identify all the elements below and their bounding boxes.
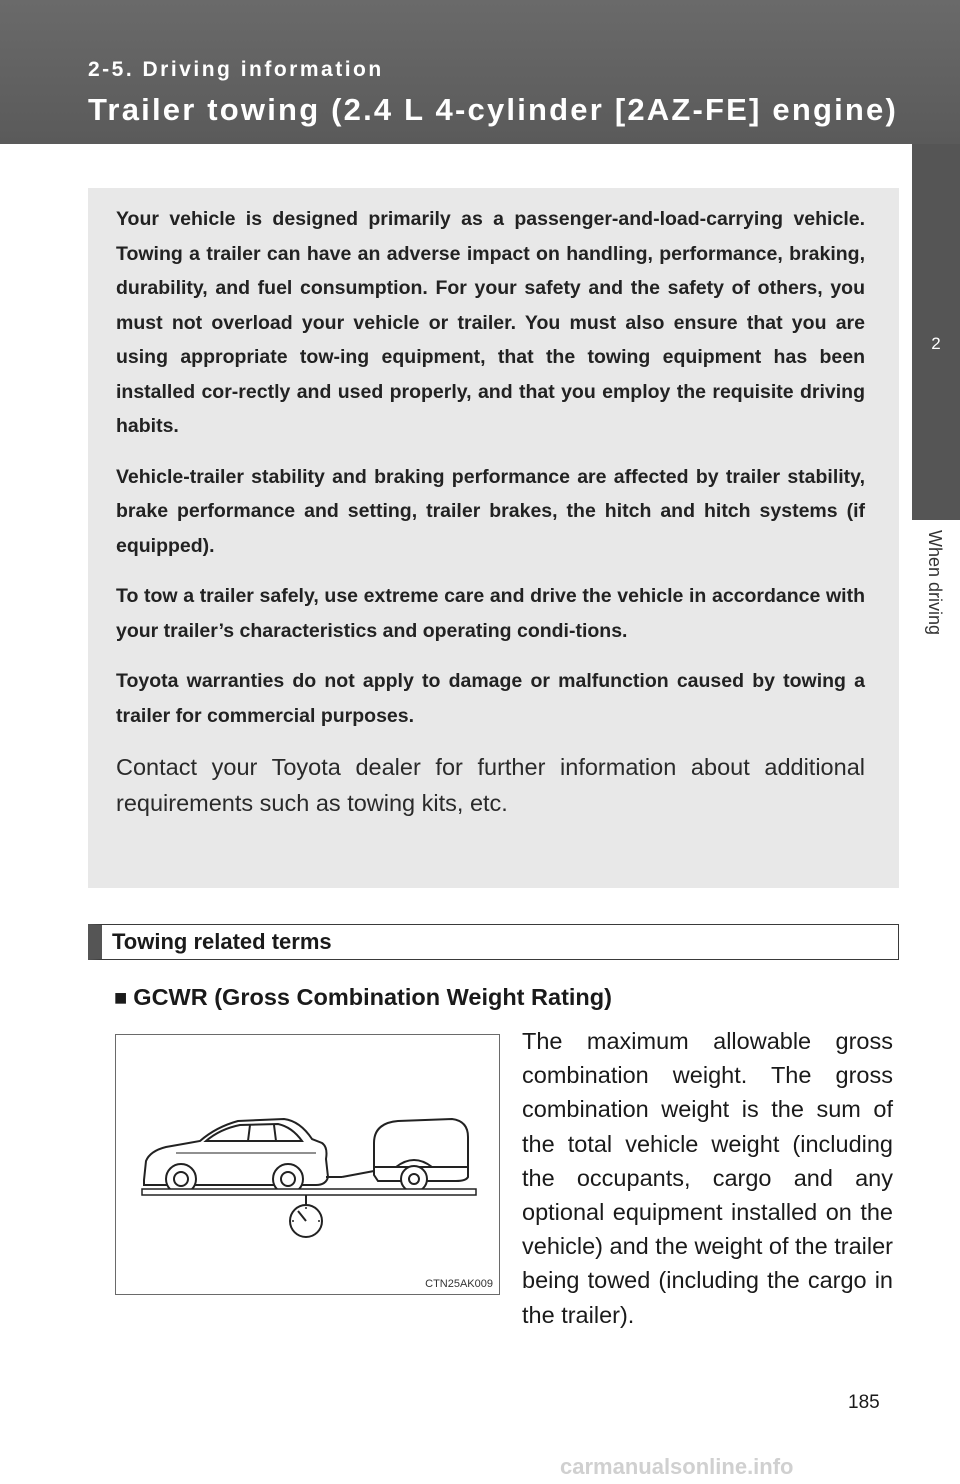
intro-paragraph: To tow a trailer safely, use extreme care and drive the vehicle in accordance with your trailer’s characteristics and operating condi-tions. xyxy=(116,585,865,642)
trailer-icon xyxy=(342,1119,468,1192)
scale-platform xyxy=(142,1189,476,1205)
section-heading xyxy=(88,924,899,960)
intro-paragraph: Your vehicle is designed primarily as a passenger-and-load-carrying vehicle. Towing a trailer can have an adverse impact on handling, performance, braking, durability, and fuel consumption. For your safety and the safety of others, you must not overload your vehicle or trailer. You must also ensure that you are using appropriate tow-ing equipment, that the towing equipment has been installed cor-rectly and used properly, and that you employ the requisite driving habits. xyxy=(116,208,865,437)
page-title: Trailer towing (2.4 L 4-cylinder [2AZ-FE] engine) xyxy=(88,92,899,127)
chapter-tab xyxy=(912,144,960,520)
section-label: 2-5. Driving information xyxy=(88,58,384,81)
section-heading-text: Towing related terms xyxy=(112,929,332,954)
intro-paragraph: Toyota warranties do not apply to damage or malfunction caused by towing a trailer for commercial purposes. xyxy=(116,670,865,727)
bullet-square-icon: ■ xyxy=(114,985,128,1010)
car-icon xyxy=(144,1119,342,1194)
term-title: GCWR (Gross Combination Weight Rating) xyxy=(133,984,612,1010)
figure-code: CTN25AK009 xyxy=(425,1278,493,1290)
intro-box xyxy=(88,188,899,888)
car-and-trailer-illustration xyxy=(116,1035,501,1296)
chapter-label: When driving xyxy=(925,530,945,636)
gcwr-figure xyxy=(115,1034,500,1295)
term-heading xyxy=(114,984,612,1011)
watermark: carmanualsonline.info xyxy=(560,1454,794,1479)
intro-paragraph: Vehicle-trailer stability and braking performance are affected by trailer stability, brake performance and setting, trailer brakes, the hitch and hitch systems (if equipped). xyxy=(116,465,865,557)
scale-gauge-icon xyxy=(290,1205,322,1237)
intro-contact-paragraph: Contact your Toyota dealer for further information about additional requirements such as towing kits, etc. xyxy=(116,754,865,816)
header-band xyxy=(0,0,960,144)
page-number: 185 xyxy=(848,1392,880,1413)
chapter-number: 2 xyxy=(931,334,941,353)
term-description: The maximum allowable gross combination weight. The gross combination weight is the sum of the total vehicle weight (including the occupants, cargo and any optional equipment installed on the vehicle) and the weight of the trailer being towed (including the cargo in the trailer). xyxy=(522,1028,893,1328)
